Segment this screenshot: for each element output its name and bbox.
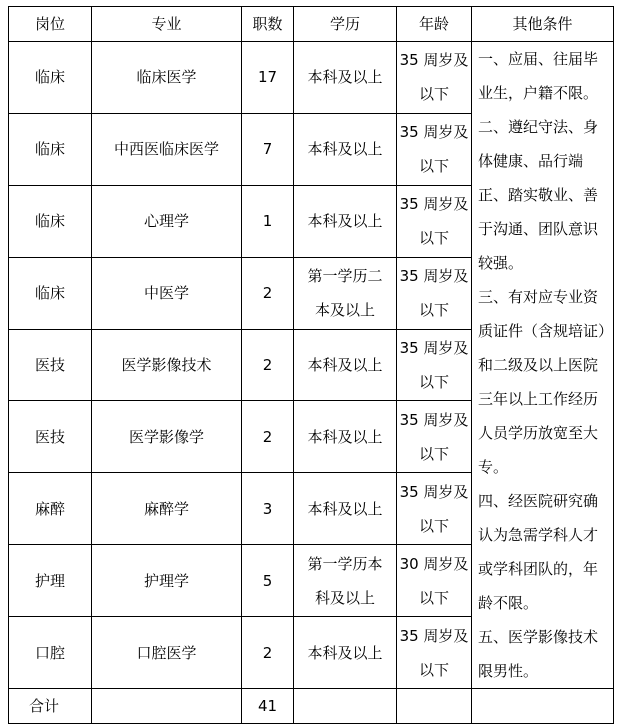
cell-age: 35 周岁及以下 bbox=[397, 113, 472, 185]
condition-item: 二、遵纪守法、身体健康、品行端正、踏实敬业、善于沟通、团队意识较强。 bbox=[478, 118, 599, 272]
header-education: 学历 bbox=[294, 7, 397, 42]
cell-age: 35 周岁及以下 bbox=[397, 329, 472, 401]
cell-education: 本科及以上 bbox=[294, 329, 397, 401]
cell-major: 心理学 bbox=[92, 185, 242, 257]
condition-item: 三、有对应专业资质证件（含规培证）和二级及以上医院三年以上工作经历人员学历放宽至大专。 bbox=[478, 288, 606, 476]
cell-education: 本科及以上 bbox=[294, 113, 397, 185]
cell-education: 本科及以上 bbox=[294, 42, 397, 114]
total-empty-age bbox=[397, 689, 472, 724]
cell-count: 5 bbox=[242, 545, 294, 617]
cell-age: 35 周岁及以下 bbox=[397, 401, 472, 473]
cell-major: 医学影像学 bbox=[92, 401, 242, 473]
cell-post: 口腔 bbox=[9, 617, 92, 689]
cell-age: 30 周岁及以下 bbox=[397, 545, 472, 617]
cell-post: 临床 bbox=[9, 257, 92, 329]
cell-count: 2 bbox=[242, 617, 294, 689]
cell-major: 中西医临床医学 bbox=[92, 113, 242, 185]
total-row bbox=[9, 689, 614, 724]
conditions-cell bbox=[472, 42, 614, 689]
cell-post: 医技 bbox=[9, 401, 92, 473]
header-age: 年龄 bbox=[397, 7, 472, 42]
cell-age: 35 周岁及以下 bbox=[397, 257, 472, 329]
condition-item: 五、医学影像技术限男性。 bbox=[478, 628, 599, 680]
total-empty-major bbox=[92, 689, 242, 724]
cell-post: 医技 bbox=[9, 329, 92, 401]
cell-count: 3 bbox=[242, 473, 294, 545]
total-empty-education bbox=[294, 689, 397, 724]
cell-count: 17 bbox=[242, 42, 294, 114]
cell-post: 麻醉 bbox=[9, 473, 92, 545]
cell-education: 本科及以上 bbox=[294, 473, 397, 545]
cell-count: 2 bbox=[242, 257, 294, 329]
cell-age: 35 周岁及以下 bbox=[397, 42, 472, 114]
header-conditions: 其他条件 bbox=[472, 7, 614, 42]
cell-education: 本科及以上 bbox=[294, 401, 397, 473]
recruitment-table bbox=[8, 6, 614, 724]
cell-major: 口腔医学 bbox=[92, 617, 242, 689]
cell-count: 1 bbox=[242, 185, 294, 257]
cell-education: 本科及以上 bbox=[294, 617, 397, 689]
cell-count: 2 bbox=[242, 329, 294, 401]
cell-major: 医学影像技术 bbox=[92, 329, 242, 401]
cell-major: 临床医学 bbox=[92, 42, 242, 114]
cell-count: 2 bbox=[242, 401, 294, 473]
table-row bbox=[9, 42, 614, 114]
condition-item: 一、应届、往届毕业生，户籍不限。 bbox=[478, 50, 599, 102]
cell-post: 临床 bbox=[9, 185, 92, 257]
total-label: 合计 bbox=[9, 689, 92, 724]
cell-education: 第一学历本科及以上 bbox=[294, 545, 397, 617]
total-count: 41 bbox=[242, 689, 294, 724]
header-count: 职数 bbox=[242, 7, 294, 42]
cell-age: 35 周岁及以下 bbox=[397, 473, 472, 545]
cell-education: 第一学历二本及以上 bbox=[294, 257, 397, 329]
cell-post: 临床 bbox=[9, 113, 92, 185]
cell-post: 护理 bbox=[9, 545, 92, 617]
cell-age: 35 周岁及以下 bbox=[397, 185, 472, 257]
total-empty-conditions bbox=[472, 689, 614, 724]
cell-education: 本科及以上 bbox=[294, 185, 397, 257]
cell-major: 护理学 bbox=[92, 545, 242, 617]
cell-count: 7 bbox=[242, 113, 294, 185]
header-post: 岗位 bbox=[9, 7, 92, 42]
header-row bbox=[9, 7, 614, 42]
cell-post: 临床 bbox=[9, 42, 92, 114]
header-major: 专业 bbox=[92, 7, 242, 42]
cell-major: 中医学 bbox=[92, 257, 242, 329]
cell-age: 35 周岁及以下 bbox=[397, 617, 472, 689]
cell-major: 麻醉学 bbox=[92, 473, 242, 545]
condition-item: 四、经医院研究确认为急需学科人才或学科团队的，年龄不限。 bbox=[478, 492, 599, 612]
